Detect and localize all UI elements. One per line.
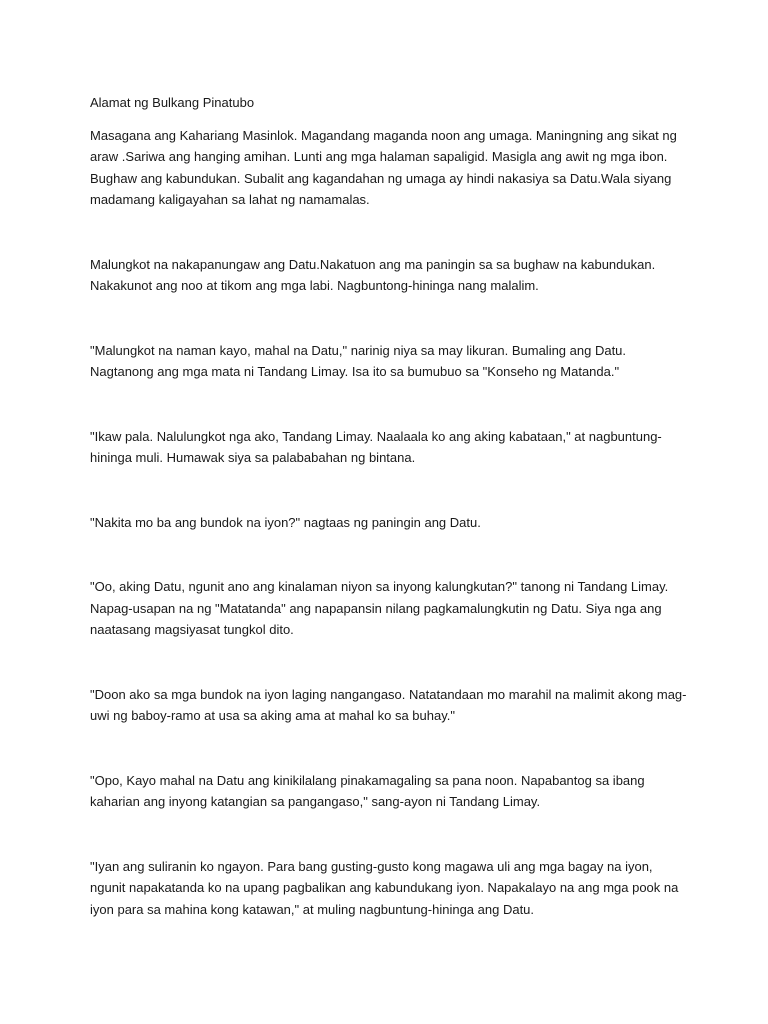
paragraph-4: "Ikaw pala. Nalulungkot nga ako, Tandang Limay. Naalaala ko ang aking kabataan," at nagbuntung-hininga muli. Humawak siya sa palababahan ng bintana.: [90, 428, 662, 465]
paragraph-gap: [90, 211, 690, 254]
document-body: [90, 92, 690, 920]
document-title: Alamat ng Bulkang Pinatubo: [90, 95, 255, 110]
paragraph-2: Malungkot na nakapanungaw ang Datu.Nakatuon ang ma paningin sa sa bughaw na kabundukan. Nakakunot ang noo at tikom ang mga labi. Nagbuntong-hininga nang malalim.: [90, 256, 656, 293]
paragraph-8: "Opo, Kayo mahal na Datu ang kinikilalang pinakamagaling sa pana noon. Napabantog sa ibang kaharian ang inyong katangian sa pangangaso," sang-ayon ni Tandang Limay.: [90, 772, 645, 809]
paragraph-gap: [90, 813, 690, 856]
paragraph-gap: [90, 469, 690, 512]
paragraph-5: "Nakita mo ba ang bundok na iyon?" nagtaas ng paningin ang Datu.: [90, 514, 481, 530]
paragraph-gap: [90, 533, 690, 576]
paragraph-gap: [90, 641, 690, 684]
paragraph-9: "Iyan ang suliranin ko ngayon. Para bang gusting-gusto kong magawa uli ang mga bagay na iyon, ngunit napakatanda ko na upang pagbalikan ang kabundukang iyon. Napakalayo na ang mga pook na iyon para sa mahina kong katawan," at muling nagbuntung-hininga ang Datu.: [90, 858, 679, 917]
paragraph-gap: [90, 383, 690, 426]
paragraph-gap: [90, 297, 690, 340]
paragraph-1: Masagana ang Kahariang Masinlok. Magandang maganda noon ang umaga. Maningning ang sikat ng araw .Sariwa ang hanging amihan. Lunti ang mga halaman sapaligid. Masigla ang awit ng mga ibon. Bughaw ang kabundukan. Subalit ang kagandahan ng umaga ay hindi nakasiya sa Datu.Wala siyang madamang kaligayahan sa lahat ng namamalas.: [90, 127, 677, 207]
paragraph-gap: [90, 727, 690, 770]
paragraph-3: "Malungkot na naman kayo, mahal na Datu," narinig niya sa may likuran. Bumaling ang Datu. Nagtanong ang mga mata ni Tandang Limay. Isa ito sa bumubuo sa "Konseho ng Matanda.": [90, 342, 627, 379]
paragraph-7: "Doon ako sa mga bundok na iyon laging nangangaso. Natatandaan mo marahil na malimit akong mag-uwi ng baboy-ramo at usa sa aking ama at mahal ko sa buhay.": [90, 686, 687, 723]
paragraph-6: "Oo, aking Datu, ngunit ano ang kinalaman niyon sa inyong kalungkutan?" tanong ni Tandang Limay. Napag-usapan na ng "Matatanda" ang napapansin nilang pagkamalungkutin ng Datu. Siya nga ang naatasang magsiyasat tungkol dito.: [90, 579, 669, 637]
